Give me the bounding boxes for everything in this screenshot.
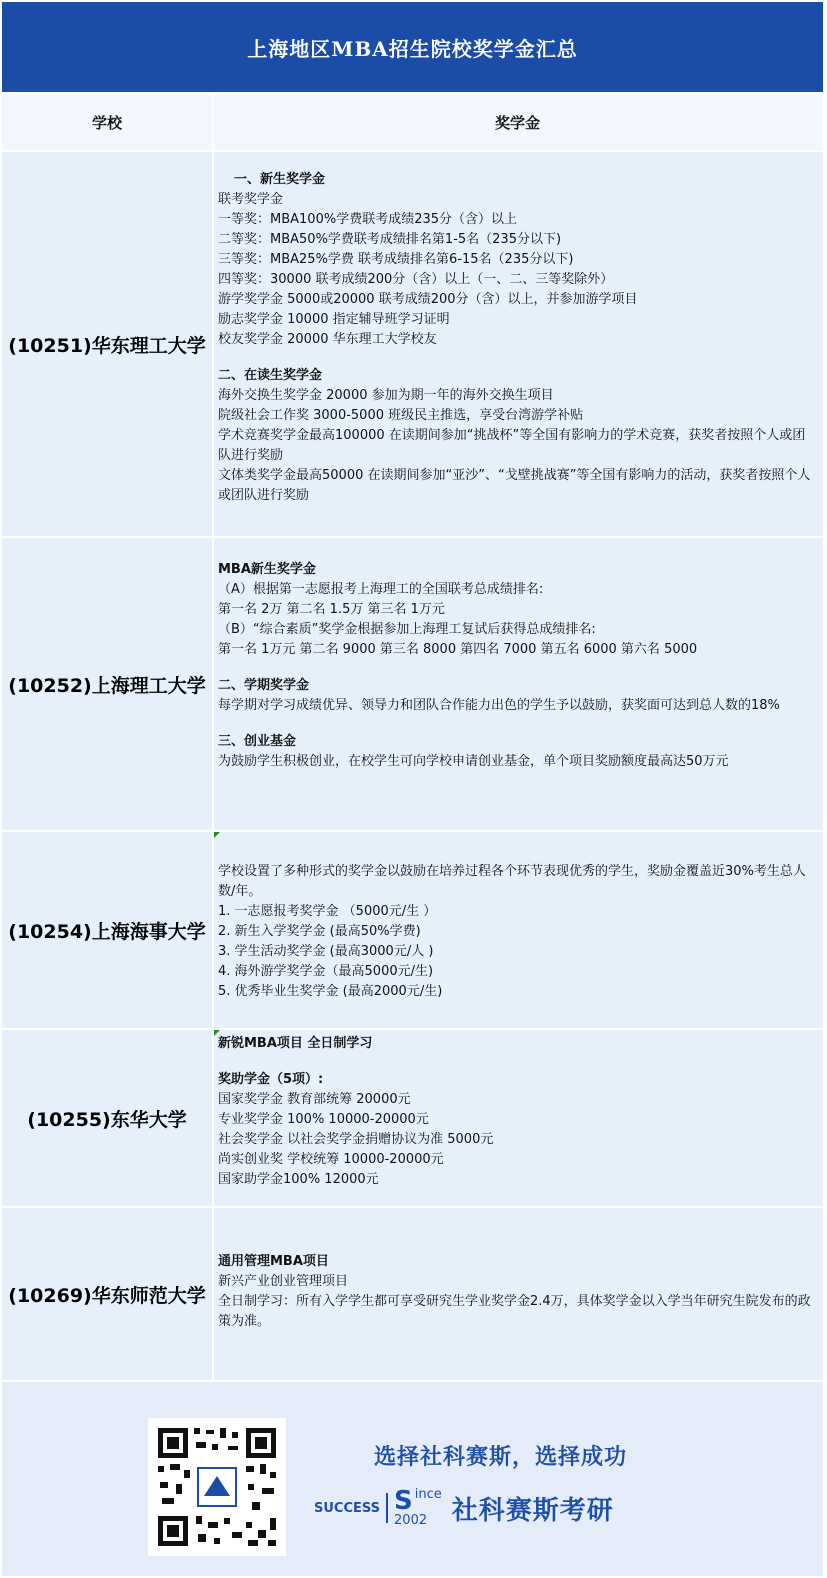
slogan: 选择社科赛斯，选择成功 bbox=[374, 1445, 628, 1470]
section-heading: 二、在读生奖学金 bbox=[218, 368, 323, 383]
detail-line: 学术竞赛奖学金最高100000 在读期间参加“挑战杯”等全国有影响力的学术竞赛，获奖者按照个人或团队进行奖励 bbox=[218, 428, 806, 463]
school-name: (10254)上海海事大学 bbox=[8, 920, 206, 943]
school-cell bbox=[2, 1208, 214, 1380]
school-name: (10269)华东师范大学 bbox=[8, 1284, 206, 1307]
school-cell bbox=[2, 538, 214, 830]
scholarship-cell bbox=[214, 152, 823, 536]
detail-line: 学校设置了多种形式的奖学金以鼓励在培养过程各个环节表现优秀的学生，奖励金覆盖近30%考生总人数/年。 bbox=[218, 864, 806, 899]
detail-line: 国家助学金100% 12000元 bbox=[218, 1172, 379, 1187]
scholarship-cell bbox=[214, 1030, 823, 1206]
table-row bbox=[2, 538, 823, 832]
detail-line: 新兴产业创业管理项目 bbox=[218, 1274, 349, 1289]
logo-year: 2002 bbox=[394, 1513, 428, 1528]
scholarship-cell bbox=[214, 538, 823, 830]
detail-line: 游学奖学金 5000或20000 联考成绩200分（含）以上，并参加游学项目 bbox=[218, 292, 638, 307]
scholarship-table bbox=[2, 94, 823, 1382]
school-name: (10255)东华大学 bbox=[27, 1108, 187, 1131]
school-cell bbox=[2, 152, 214, 536]
detail-line: 全日制学习：所有入学学生都可享受研究生学业奖学金2.4万，具体奖学金以入学当年研究生院发布的政策为准。 bbox=[218, 1294, 811, 1329]
detail-line: 尚实创业奖 学校统筹 10000-20000元 bbox=[218, 1152, 444, 1167]
detail-line: 文体类奖学金最高50000 在读期间参加“亚沙”、“戈壁挑战赛”等全国有影响力的活动，获奖者按照个人或团队进行奖励 bbox=[218, 468, 811, 503]
table-row bbox=[2, 152, 823, 538]
title-banner bbox=[2, 2, 823, 92]
cell-corner-mark bbox=[214, 832, 220, 838]
detail-line: 一等奖：MBA100%学费联考成绩235分（含）以上 bbox=[218, 212, 518, 227]
detail-line: 四等奖：30000 联考成绩200分（含）以上（一、二、三等奖除外） bbox=[218, 272, 614, 287]
header-scholarship: 奖学金 bbox=[494, 113, 540, 132]
school-cell bbox=[2, 1030, 214, 1206]
section-heading: 一、新生奖学金 bbox=[234, 172, 326, 187]
detail-line: 4. 海外游学奖学金（最高5000元/生) bbox=[218, 964, 434, 979]
detail-line: 院级社会工作奖 3000-5000 班级民主推选，享受台湾游学补贴 bbox=[218, 408, 584, 423]
logo-en-text: SUCCESS bbox=[314, 1500, 381, 1516]
detail-line: 社会奖学金 以社会奖学金捐赠协议为准 5000元 bbox=[218, 1132, 494, 1147]
table-header-row bbox=[2, 94, 823, 152]
brand-logo bbox=[314, 1488, 614, 1528]
header-school: 学校 bbox=[2, 94, 214, 150]
section-heading: 新锐MBA项目 全日制学习 bbox=[218, 1036, 373, 1051]
section-heading: MBA新生奖学金 bbox=[218, 562, 316, 577]
detail-line: （B）“综合素质”奖学金根据参加上海理工复试后获得总成绩排名: bbox=[218, 622, 596, 637]
detail-line: （A）根据第一志愿报考上海理工的全国联考总成绩排名: bbox=[218, 582, 544, 597]
detail-line: 每学期对学习成绩优异、领导力和团队合作能力出色的学生予以鼓励，获奖面可达到总人数的18% bbox=[218, 698, 780, 713]
detail-line: 国家奖学金 教育部统筹 20000元 bbox=[218, 1092, 411, 1107]
logo-since-text: ince bbox=[414, 1487, 442, 1502]
page-title: 上海地区MBA招生院校奖学金汇总 bbox=[247, 36, 578, 61]
section-heading: 三、创业基金 bbox=[218, 734, 297, 749]
detail-line: 3. 学生活动奖学金 (最高3000元/人 ) bbox=[218, 944, 434, 959]
detail-line: 第一名 1万元 第二名 9000 第三名 8000 第四名 7000 第五名 6000 第六名 5000 bbox=[218, 642, 698, 657]
logo-cn-text: 社科赛斯考研 bbox=[451, 1495, 614, 1526]
section-heading: 通用管理MBA项目 bbox=[218, 1254, 329, 1269]
qr-code-graphic bbox=[148, 1418, 286, 1556]
table-row bbox=[2, 832, 823, 1030]
table-row bbox=[2, 1208, 823, 1382]
detail-line: 为鼓励学生积极创业，在校学生可向学校申请创业基金，单个项目奖励额度最高达50万元 bbox=[218, 754, 729, 769]
cell-corner-mark bbox=[214, 1030, 220, 1036]
scholarship-cell bbox=[214, 832, 823, 1028]
detail-line: 专业奖学金 100% 10000-20000元 bbox=[218, 1112, 429, 1127]
detail-line: 1. 一志愿报考奖学金 （5000元/生 ） bbox=[218, 904, 437, 919]
school-cell bbox=[2, 832, 214, 1028]
qr-code-icon bbox=[148, 1418, 286, 1556]
scholarship-cell bbox=[214, 1208, 823, 1380]
logo-s-letter: S bbox=[394, 1486, 413, 1516]
table-row bbox=[2, 1030, 823, 1208]
detail-line: 2. 新生入学奖学金 (最高50%学费) bbox=[218, 924, 421, 939]
detail-line: 励志奖学金 10000 指定辅导班学习证明 bbox=[218, 312, 450, 327]
school-name: (10252)上海理工大学 bbox=[8, 674, 206, 697]
logo-divider bbox=[386, 1493, 388, 1523]
detail-line: 联考奖学金 bbox=[218, 192, 284, 207]
detail-line: 海外交换生奖学金 20000 参加为期一年的海外交换生项目 bbox=[218, 388, 554, 403]
logo-since-block bbox=[394, 1488, 442, 1528]
section-heading: 二、学期奖学金 bbox=[218, 678, 310, 693]
detail-line: 第一名 2万 第二名 1.5万 第三名 1万元 bbox=[218, 602, 445, 617]
detail-line: 三等奖：MBA25%学费 联考成绩排名第6-15名（235分以下) bbox=[218, 252, 574, 267]
section-heading: 奖助学金（5项）: bbox=[218, 1072, 324, 1087]
school-name: (10251)华东理工大学 bbox=[8, 334, 206, 357]
detail-line: 5. 优秀毕业生奖学金 (最高2000元/生) bbox=[218, 984, 443, 999]
detail-line: 二等奖：MBA50%学费联考成绩排名第1-5名（235分以下) bbox=[218, 232, 562, 247]
detail-line: 校友奖学金 20000 华东理工大学校友 bbox=[218, 332, 437, 347]
footer bbox=[2, 1382, 823, 1576]
